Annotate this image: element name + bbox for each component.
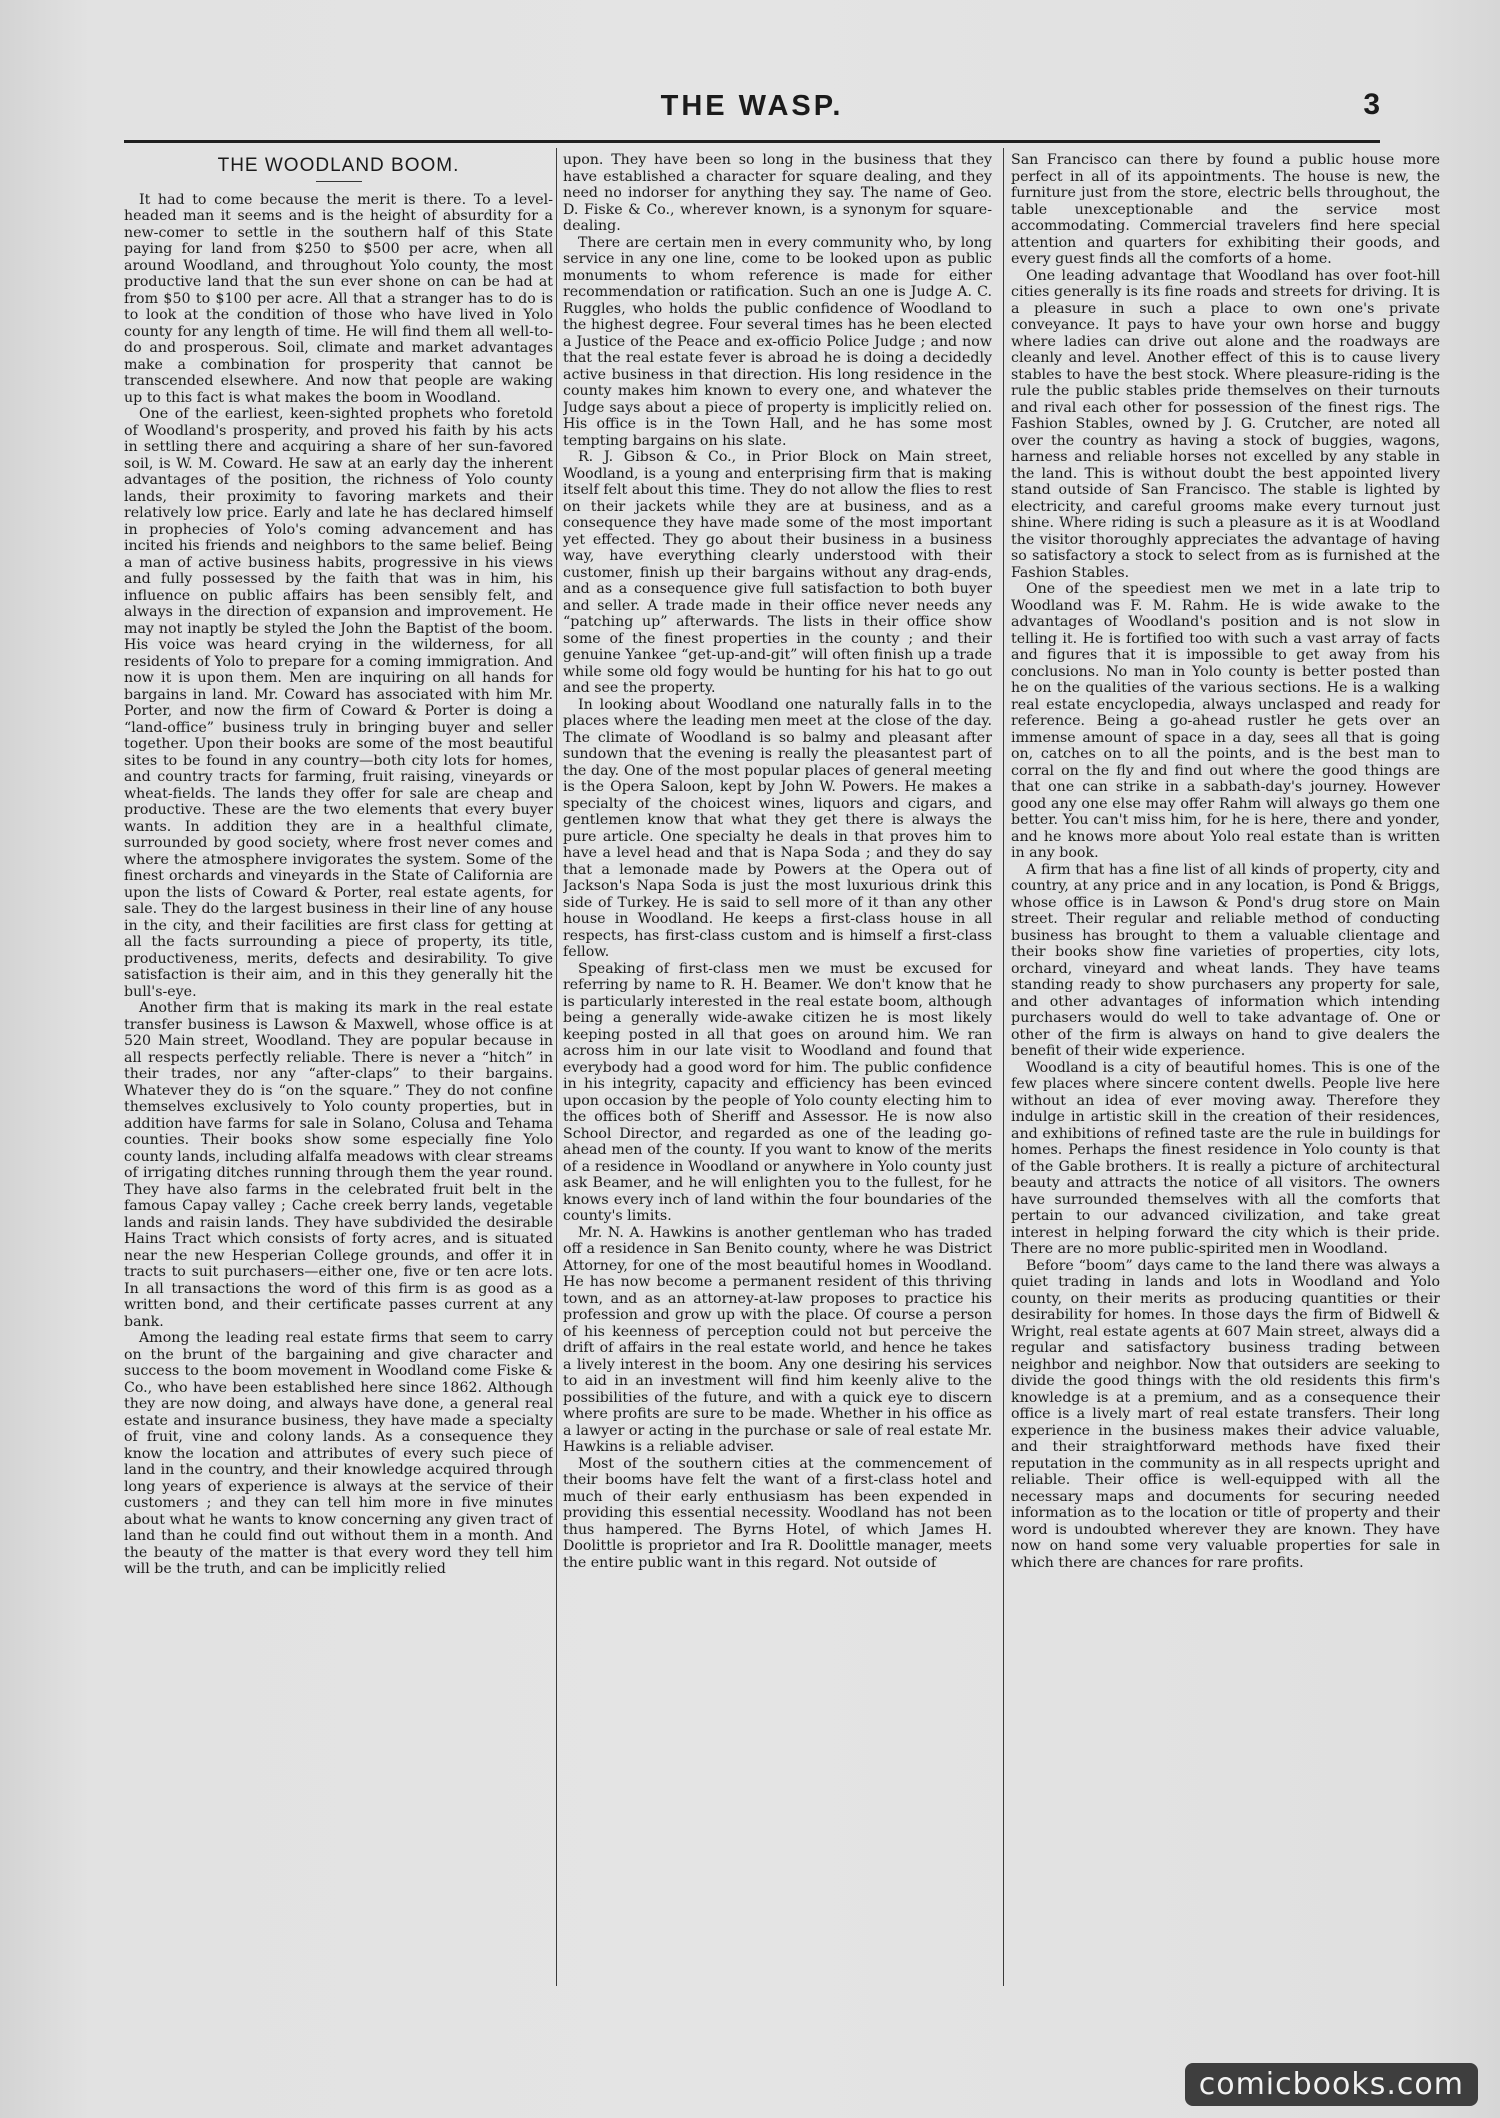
- paragraph: Woodland is a city of beautiful homes. This is one of the few places where sincere content dwells. People live here without an idea of ever moving away. Therefore they indulge in artistic skill in the creation of their residences, and exhibitions of refined taste are the rule in buildings for homes. Perhaps the finest residence in Yolo county is that of the Gable brothers. It is really a picture of architectural beauty and attracts the notice of all visitors. The owners have surrounded themselves with all the comforts that pertain to our advanced civilization, and take great interest in helping forward the city which is their pride. There are no more public-spirited men in Woodland.: [1011, 1059, 1440, 1257]
- site-watermark: comicbooks.com: [1185, 2063, 1478, 2106]
- paragraph: Another firm that is making its mark in the real estate transfer business is Lawson & Maxwell, whose office is at 520 Main street, Woodland. They are popular because in all respects perfectly reliable. There is never a “hitch” in their trades, nor any “after-claps” to their bargains. Whatever they do is “on the square.” They do not confine themselves exclusively to Yolo county properties, but in addition have farms for sale in Solano, Colusa and Tehama counties. Their books show some especially fine Yolo county lands, including alfalfa meadows with clear streams of irrigating ditches running through them the year round. They have also farms in the celebrated fruit belt in the famous Capay valley ; Cache creek berry lands, vegetable lands and raisin lands. They have subdivided the desirable Hains Tract which consists of forty acres, and is situated near the new Hesperian College grounds, and offer it in tracts to suit purchasers—either one, five or ten acre lots. In all transactions the word of this firm is as good as a written bond, and their certificate passes current at any bank.: [124, 1000, 553, 1330]
- paragraph: In looking about Woodland one naturally falls in to the places where the leading men meet at the close of the day. The climate of Woodland is so balmy and pleasant after sundown that the evening is really the pleasantest part of the day. One of the most popular places of general meeting is the Opera Saloon, kept by John W. Powers. He makes a specialty of the choicest wines, liquors and cigars, and gentlemen know that what they get there is always the pure article. One specialty he deals in that proves him to have a level head and that is Napa Soda ; and they do say that a lemonade made by Powers at the Opera out of Jackson's Napa Soda is just the most luxurious drink this side of Turkey. He is said to sell more of it than any other house in Woodland. He keeps a first-class house in all respects, has first-class custom and is himself a first-class fellow.: [563, 696, 992, 960]
- paragraph: Before “boom” days came to the land there was always a quiet trading in lands and lots in Woodland and Yolo county, on their merits as producing quantities or their desirability for homes. In those days the firm of Bidwell & Wright, real estate agents at 607 Main street, always did a regular and satisfactory business trading between neighbor and neighbor. Now that outsiders are seeking to divide the good things with the old residents this firm's knowledge is at a premium, and as a consequence their office is a lively mart of real estate transfers. Their long experience in the business makes their advice valuable, and their straightforward methods have fixed their reputation in the community as in all respects upright and reliable. Their office is well-equipped with all the necessary maps and documents for securing needed information as to the location or title of property and their word is undoubted wherever they are known. They have now on hand some very valuable properties for sale in which there are chances for rare profits.: [1011, 1257, 1440, 1571]
- column-2: [563, 152, 992, 1977]
- column-divider: [556, 148, 557, 1986]
- paragraph: Mr. N. A. Hawkins is another gentleman who has traded off a residence in San Benito county, where he was District Attorney, for one of the most beautiful homes in Woodland. He has now become a permanent resident of this thriving town, and as an attorney-at-law proposes to practice his profession and grow up with the place. Of course a person of his keenness of perception could not but perceive the drift of affairs in the real estate world, and hence he takes a lively interest in the boom. Any one desiring his services to aid in an investment will find him keenly alive to the possibilities of the future, and with a quick eye to discern where profits are sure to be made. Whether in his office as a lawyer or acting in the purchase or sale of real estate Mr. Hawkins is a reliable adviser.: [563, 1224, 992, 1455]
- title-rule: [316, 181, 362, 182]
- column-divider: [1003, 148, 1004, 1986]
- column-1: [124, 152, 553, 1977]
- paragraph: Most of the southern cities at the commencement of their booms have felt the want of a first-class hotel and much of their early enthusiasm has been expended in providing this essential necessity. Woodland has not been thus hampered. The Byrns Hotel, of which James H. Doolittle is proprietor and Ira R. Doolittle manager, meets the entire public want in this regard. Not outside of: [563, 1455, 992, 1571]
- paragraph: It had to come because the merit is there. To a level-headed man it seems and is the height of absurdity for a new-comer to settle in the southern half of this State paying for land from $250 to $500 per acre, when all around Woodland, and throughout Yolo county, the most productive land that the sun ever shone on can be had at from $50 to $100 per acre. All that a stranger has to do is to look at the condition of those who have lived in Yolo county for any length of time. He will find them all well-to-do and prosperous. Soil, climate and market advantages make a combination for prosperity that cannot be transcended elsewhere. And now that people are waking up to this fact is what makes the boom in Woodland.: [124, 191, 553, 406]
- paragraph: There are certain men in every community who, by long service in any one line, come to be looked upon as public monuments to whom reference is made for either recommendation or ratification. Such an one is Judge A. C. Ruggles, who holds the public confidence of Woodland to the highest degree. Four several times has he been elected a Justice of the Peace and ex-officio Police Judge ; and now that the real estate fever is abroad he is doing a decidedly active business in that direction. His long residence in the county makes him known to every one, and whatever the Judge says about a piece of property is implicitly relied on. His office is in the Town Hall, and he has some most tempting bargains on his slate.: [563, 234, 992, 449]
- page-header: [124, 86, 1380, 132]
- paragraph: R. J. Gibson & Co., in Prior Block on Main street, Woodland, is a young and enterprising firm that is making itself felt about this time. They do not allow the flies to rest on their jackets while they are at business, and as a consequence they have made some of the most important yet effected. They go about their business in a business way, have everything clearly understood with their customer, finish up their bargains without any drag-ends, and as a consequence give full satisfaction to both buyer and seller. A trade made in their office never needs any “patching up” afterwards. The lists in their office show some of the finest properties in the county ; and their genuine Yankee “get-up-and-git” will often finish up a trade while some old fogy would be hunting for his hat to go out and see the property.: [563, 449, 992, 696]
- masthead: THE WASP.: [660, 90, 844, 122]
- column-3: [1011, 152, 1440, 1977]
- paragraph: One of the earliest, keen-sighted prophets who foretold of Woodland's prosperity, and proved his faith by his acts in settling there and acquiring a share of her sun-favored soil, is W. M. Coward. He saw at an early day the inherent advantages of the position, the richness of Yolo county lands, their proximity to favoring markets and their relatively low price. Early and late he has declared himself in prophecies of Yolo's coming advancement and has incited his friends and neighbors to the same belief. Being a man of active business habits, progressive in his views and fully possessed by the faith that was in him, his influence on public affairs has been sensibly felt, and always in the direction of expansion and improvement. He may not inaptly be styled the John the Baptist of the boom. His voice was heard crying in the wilderness, for all residents of Yolo to prepare for a coming immigration. And now it is upon them. Men are inquiring on all hands for bargains in land. Mr. Coward has associated with him Mr. Porter, and now the firm of Coward & Porter is doing a “land-office” business truly in bringing buyer and seller together. Upon their books are some of the most beautiful sites to be found in any country—both city lots for homes, and country tracts for farming, fruit raising, vineyards or wheat-fields. The lands they offer for sale are cheap and productive. These are the two elements that every buyer wants. In addition they are in a healthful climate, surrounded by good society, where frost never comes and where the atmosphere invigorates the system. Some of the finest orchards and vineyards in the State of California are upon the lists of Coward & Porter, real estate agents, for sale. They do the largest business in their line of any house in the city, and their facilities are first class for getting at all the facts surrounding a piece of property, its title, productiveness, merits, defects and desirability. To give satisfaction is their aim, and in this they generally hit the bull's-eye.: [124, 406, 553, 1000]
- paragraph: San Francisco can there by found a public house more perfect in all of its appointments. The house is new, the furniture just from the store, electric bells throughout, the table unexceptionable and the service most accommodating. Commercial travelers find here special attention and quarters for exhibiting their goods, and every guest finds all the comforts of a home.: [1011, 152, 1440, 267]
- header-rule: [124, 140, 1380, 143]
- paragraph: upon. They have been so long in the business that they have established a character for square dealing, and they need no indorser for anything they say. The name of Geo. D. Fiske & Co., wherever known, is a synonym for square-dealing.: [563, 152, 992, 234]
- paragraph: One leading advantage that Woodland has over foot-hill cities generally is its fine roads and streets for driving. It is a pleasure in such a place to own one's private conveyance. It pays to have your own horse and buggy where ladies can drive out alone and the roadways are cleanly and level. Another effect of this is to cause livery stables to have the best stock. Where pleasure-riding is the rule the public stables pride themselves on their turnouts and rival each other for possession of the finest rigs. The Fashion Stables, owned by J. G. Crutcher, are noted all over the country as having a stock of buggies, wagons, harness and reliable horses not excelled by any stable in the land. This is without doubt the best appointed livery stand outside of San Francisco. The stable is lighted by electricity, and careful grooms make every turnout just shine. Where riding is such a pleasure as it is at Woodland the visitor thoroughly appreciates the advantage of having so satisfactory a stock to select from as is furnished at the Fashion Stables.: [1011, 267, 1440, 581]
- paragraph: A firm that has a fine list of all kinds of property, city and country, at any price and in any location, is Pond & Briggs, whose office is in Lawson & Pond's drug store on Main street. Their regular and reliable method of conducting business has brought to them a valuable clientage and their books show fine varieties of properties, city lots, orchard, vineyard and wheat lands. They have teams standing ready to show purchasers any property for sale, and other advantages of information which intending purchasers would do well to take advantage of. One or other of the firm is always on hand to give dealers the benefit of their wide experience.: [1011, 861, 1440, 1059]
- paragraph: Speaking of first-class men we must be excused for referring by name to R. H. Beamer. We don't know that he is particularly interested in the real estate boom, although being a generally wide-awake citizen he is most likely keeping posted in all that goes on around him. We ran across him in our late visit to Woodland and found that everybody had a good word for him. The public confidence in his integrity, capacity and efficiency has been evinced upon occasion by the people of Yolo county electing him to the offices both of Sheriff and Assessor. He is now also School Director, and regarded as one of the leading go-ahead men of the county. If you want to know of the merits of a residence in Woodland or anywhere in Yolo county just ask Beamer, and he will enlighten you to the fullest, for he knows every inch of land within the four boundaries of the county's limits.: [563, 960, 992, 1224]
- paragraph: Among the leading real estate firms that seem to carry on the brunt of the bargaining and give character and success to the boom movement in Woodland come Fiske & Co., who have been established here since 1862. Although they are now doing, and always have done, a general real estate and insurance business, they have made a specialty of fruit, vine and colony lands. As a consequence they know the location and attributes of every such piece of land in the country, and their knowledge acquired through long years of experience is always at the service of their customers ; and they can tell him more in five minutes about what he wants to know concerning any given tract of land than he could find out without them in a month. And the beauty of the matter is that every word they tell him will be the truth, and can be implicitly relied: [124, 1330, 553, 1577]
- page-number: 3: [1363, 88, 1380, 121]
- article-title: THE WOODLAND BOOM.: [217, 155, 460, 176]
- paragraph: One of the speediest men we met in a late trip to Woodland was F. M. Rahm. He is wide awake to the advantages of Woodland's position and is not slow in telling it. He is fortified too with such a vast array of facts and figures that it is impossible to get away from his conclusions. No man in Yolo county is better posted than he on the qualities of the various sections. He is a walking real estate encyclopedia, always unclasped and ready for reference. Being a go-ahead rustler he gets over an immense amount of space in a day, sees all that is going on, catches on to all the points, and is the best man to corral on the fly and find out where the good things are that one can strike in a sabbath-day's journey. However good any one else may offer Rahm will always go them one better. You can't miss him, for he is here, there and yonder, and he knows more about Yolo real estate than is written in any book.: [1011, 581, 1440, 861]
